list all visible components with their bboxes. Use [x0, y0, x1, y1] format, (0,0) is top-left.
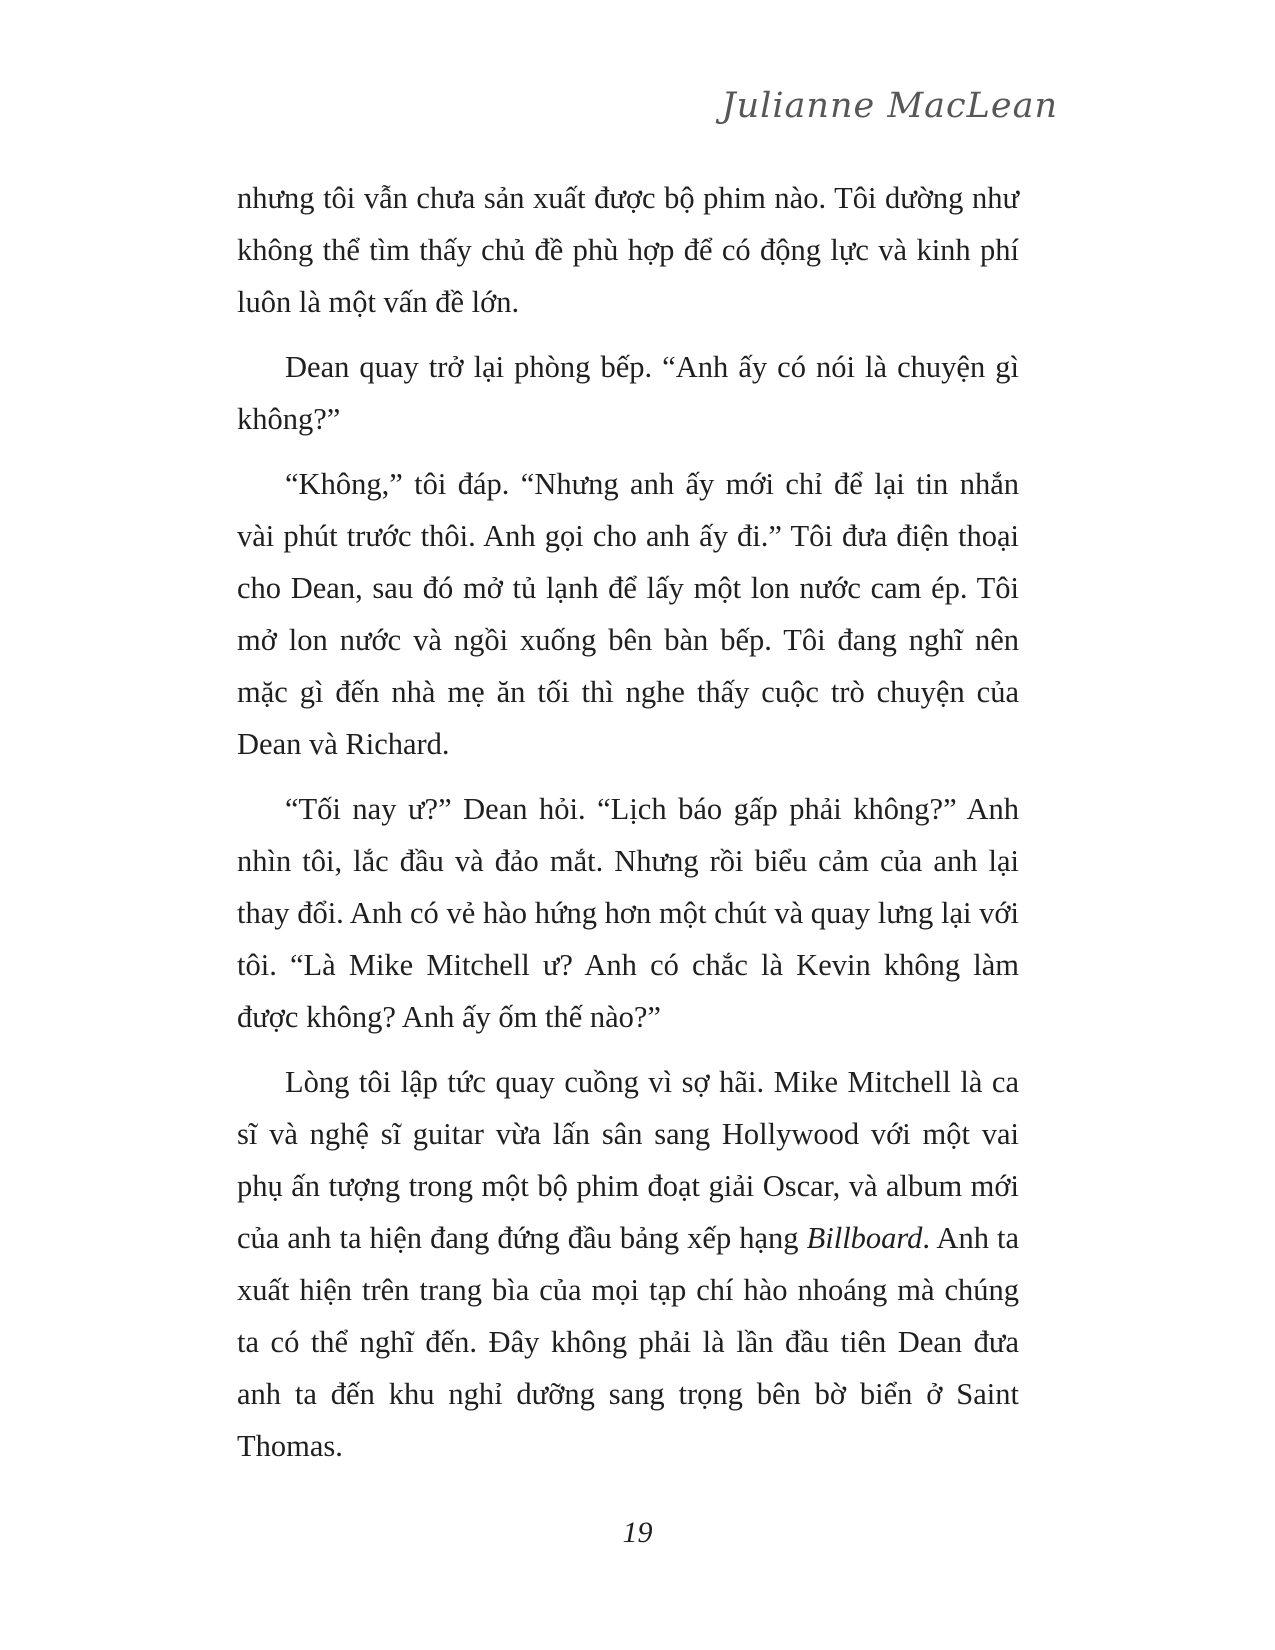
page-header: [722, 86, 1058, 126]
page-number: 19: [622, 1516, 653, 1549]
page-body: [237, 172, 1019, 1472]
paragraph-1: nhưng tôi vẫn chưa sản xuất được bộ phim nào. Tôi dường như không thể tìm thấy chủ đề phù hợp để có động lực và kinh phí luôn là một vấn đề lớn.: [237, 181, 1019, 319]
paragraph-3: “Không,” tôi đáp. “Nhưng anh ấy mới chỉ để lại tin nhắn vài phút trước thôi. Anh gọi cho anh ấy đi.” Tôi đưa điện thoại cho Dean, sau đó mở tủ lạnh để lấy một lon nước cam ép. Tôi mở lon nước và ngồi xuống bên bàn bếp. Tôi đang nghĩ nên mặc gì đến nhà mẹ ăn tối thì nghe thấy cuộc trò chuyện của Dean và Richard.: [237, 467, 1019, 761]
paragraph-5-run-1: Lòng tôi lập tức quay cuồng vì sợ hãi. Mike Mitchell là ca sĩ và nghệ sĩ guitar vừa lấn sân sang Hollywood với một vai phụ ấn tượng trong một bộ phim đoạt giải Oscar, và album mới của anh ta hiện đang đứng đầu bảng xếp hạng: [237, 1065, 1019, 1255]
paragraph-5-run-3: . Anh ta xuất hiện trên trang bìa của mọi tạp chí hào nhoáng mà chúng ta có thể nghĩ đến. Đây không phải là lần đầu tiên Dean đưa anh ta đến khu nghỉ dưỡng sang trọng bên bờ biển ở Saint Thomas.: [237, 1221, 1020, 1463]
page-footer: [0, 1516, 1275, 1550]
author-name: Julianne MacLean: [721, 86, 1058, 126]
paragraph-2: Dean quay trở lại phòng bếp. “Anh ấy có nói là chuyện gì không?”: [237, 350, 1019, 436]
paragraph-5-italic-title: Billboard: [806, 1221, 923, 1255]
paragraph-5: [237, 1056, 1019, 1472]
paragraph-4: “Tối nay ư?” Dean hỏi. “Lịch báo gấp phải không?” Anh nhìn tôi, lắc đầu và đảo mắt. Nhưng rồi biểu cảm của anh lại thay đổi. Anh có vẻ hào hứng hơn một chút và quay lưng lại với tôi. “Là Mike Mitchell ư? Anh có chắc là Kevin không làm được không? Anh ấy ốm thế nào?”: [237, 792, 1019, 1034]
